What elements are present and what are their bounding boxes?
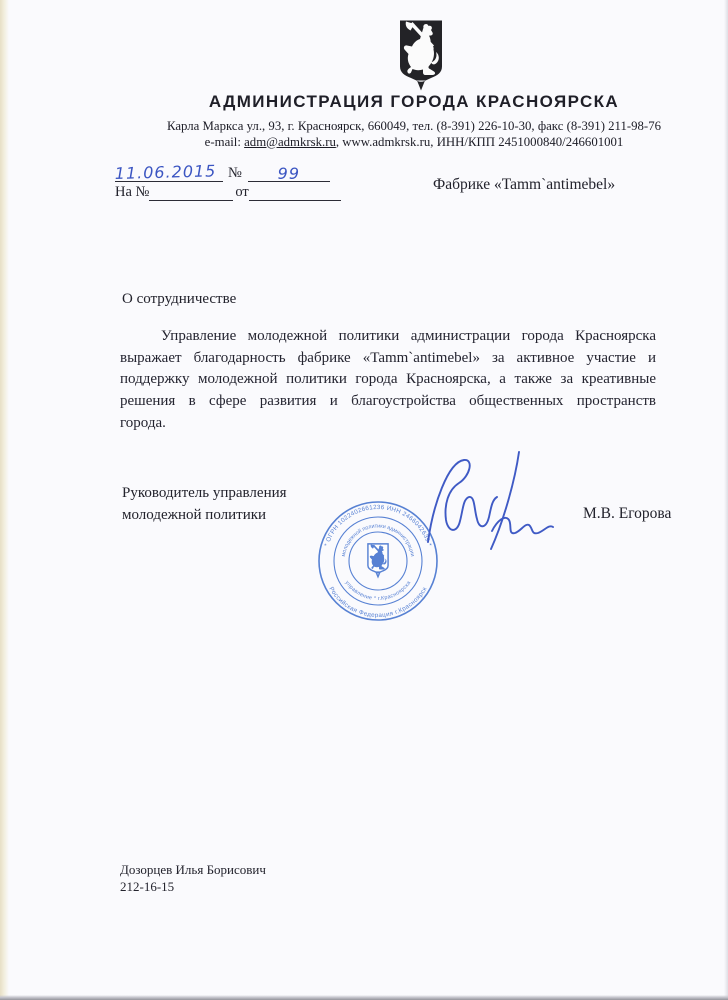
org-title: АДМИНИСТРАЦИЯ ГОРОДА КРАСНОЯРСКА <box>208 92 620 111</box>
org-address <box>100 119 728 150</box>
stamp-outer-top-text: * ОГРН 1022402661236 ИНН 2466042639 * <box>323 503 433 548</box>
body-line: города. <box>120 414 166 431</box>
reference-reply-row <box>115 183 345 201</box>
reply-date-line <box>249 183 341 201</box>
subject-line: О сотрудничестве <box>122 291 237 307</box>
scan-edge-right <box>724 0 728 1000</box>
svg-text:Российская Федерация г.Красноя <box>327 586 428 619</box>
reply-label: На № <box>115 184 150 200</box>
email-address: adm@admkrsk.ru <box>244 134 336 149</box>
stamp-inner-top-text: молодежной политики администрации <box>340 523 416 558</box>
date-line <box>114 161 223 183</box>
addressee: Фабрике «Tamm`antimebel» <box>433 176 616 193</box>
reference-block <box>114 161 345 201</box>
handwritten-signature <box>398 438 563 563</box>
reply-number-line <box>149 183 233 201</box>
body-line: поддержку молодежной политики города Красноярска, а также за креативные <box>120 371 656 388</box>
signer-position <box>122 483 287 526</box>
scan-edge-left <box>0 0 9 1000</box>
number-line <box>248 164 330 182</box>
executor-phone: 212-16-15 <box>120 878 175 894</box>
org-address-line2 <box>100 135 728 151</box>
email-label: e-mail: <box>204 134 245 149</box>
stamp-coat-of-arms-icon <box>368 544 388 577</box>
org-address-line1: Карла Маркса ул., 93, г. Красноярск, 660049, тел. (8-391) 226-10-30, факс (8-391) 211-98-76 <box>166 119 661 133</box>
stamp-inner-bottom-text: управление * г.Красноярска <box>343 579 413 603</box>
body-line: Управление молодежной политики администрации города Красноярска <box>161 328 656 344</box>
org-address-line2-rest: , www.admkrsk.ru, ИНН/КПП 2451000840/246601001 <box>335 134 624 149</box>
number-sign-label: № <box>228 165 242 181</box>
reply-from-label: от <box>235 184 249 200</box>
reference-date-row <box>114 161 345 183</box>
executor-block <box>120 862 266 895</box>
executor-name: Дозорцев Илья Борисович <box>120 862 266 877</box>
signer-position-line1: Руководитель управления <box>122 485 287 501</box>
stamp-outer-bottom-text: Российская Федерация г.Красноярск <box>327 585 429 620</box>
svg-text:управление * г.Красноярска <box>344 580 413 602</box>
signer-name: М.В. Егорова <box>583 505 672 522</box>
letter-body <box>120 326 656 435</box>
body-line: решения в сфере развития и благоустройства общественных пространств <box>120 393 656 410</box>
handwritten-date: 11.06.2015 <box>114 161 217 183</box>
handwritten-number: 99 <box>277 164 301 183</box>
signer-position-line2: молодежной политики <box>122 506 267 523</box>
krasnoyarsk-coat-of-arms-icon <box>396 16 446 93</box>
body-line: выражает благодарность фабрике «Tamm`antimebel» за активное участие и <box>120 349 656 366</box>
scan-edge-bottom <box>0 995 728 1000</box>
